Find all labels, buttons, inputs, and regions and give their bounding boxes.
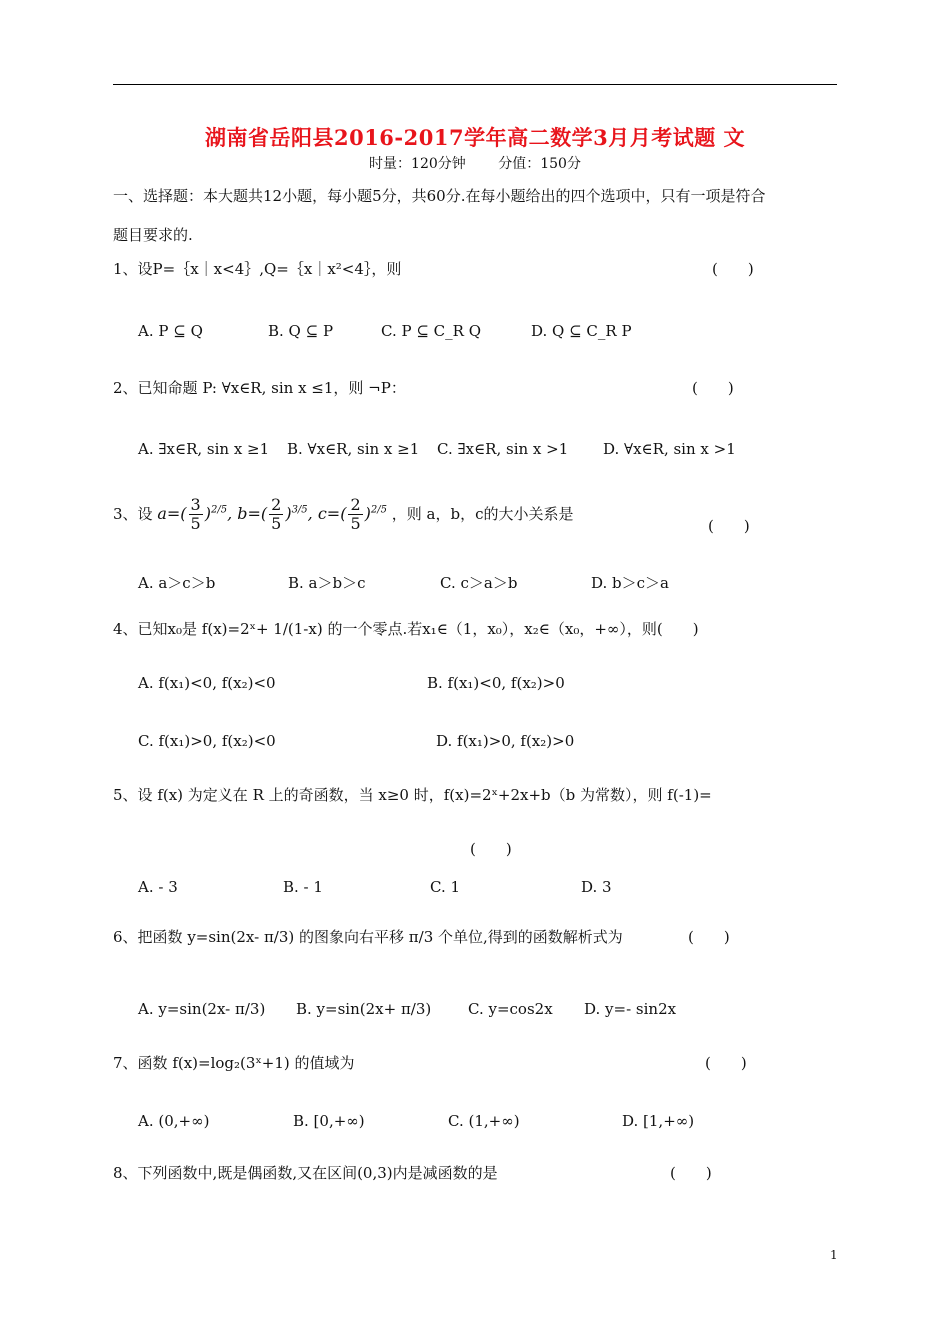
question-5-stem: 设 f(x) 为定义在 R 上的奇函数，当 x≥0 时，f(x)=2ˣ+2x+b（b 为常数），则 f(-1)= <box>137 786 712 804</box>
question-5-option-c: C. 1 <box>430 878 461 896</box>
question-8 <box>113 1162 498 1183</box>
question-5-answer-paren: ( ) <box>470 840 512 858</box>
question-2-number: 2、 <box>113 379 138 397</box>
section-intro-line2: 题目要求的. <box>113 226 193 244</box>
question-8-answer-paren: ( ) <box>670 1164 712 1182</box>
question-4-option-d: D. f(x₁)>0, f(x₂)>0 <box>436 732 575 750</box>
question-1-option-c: C. P ⊆ C_R Q <box>381 322 482 340</box>
question-6-option-d: D. y=- sin2x <box>584 1000 677 1018</box>
question-1-option-a: A. P ⊆ Q <box>138 322 203 340</box>
question-7-option-a: A. (0,+∞) <box>138 1112 210 1130</box>
question-6-answer-paren: ( ) <box>688 928 730 946</box>
question-2 <box>113 377 406 398</box>
question-3-option-c: C. c＞a＞b <box>440 574 518 592</box>
exam-time: 时量：120分钟 <box>369 156 466 172</box>
question-4-stem: 已知x₀是 f(x)=2ˣ+ 1/(1-x) 的一个零点.若x₁∈（1，x₀），x₂∈（x₀，+∞），则( ) <box>137 620 699 638</box>
question-2-stem: 已知命题 P: ∀x∈R, sin x ≤1，则 ¬P： <box>137 379 406 397</box>
question-2-option-a: A. ∃x∈R, sin x ≥1 <box>138 440 270 458</box>
question-8-stem: 下列函数中,既是偶函数,又在区间(0,3)内是减函数的是 <box>137 1164 498 1182</box>
question-6-option-b: B. y=sin(2x+ π/3) <box>296 1000 432 1018</box>
question-7-option-c: C. (1,+∞) <box>448 1112 520 1130</box>
page-title: 湖南省岳阳县2016-2017学年高二数学3月月考试题 文 <box>204 125 746 150</box>
question-1 <box>113 258 401 279</box>
question-4-option-a: A. f(x₁)<0, f(x₂)<0 <box>138 674 276 692</box>
question-2-option-c: C. ∃x∈R, sin x >1 <box>437 440 569 458</box>
question-6-number: 6、 <box>113 928 138 946</box>
question-4 <box>113 618 699 639</box>
question-4-option-b: B. f(x₁)<0, f(x₂)>0 <box>427 674 565 692</box>
question-7-option-b: B. [0,+∞) <box>293 1112 365 1130</box>
question-2-option-d: D. ∀x∈R, sin x >1 <box>603 440 736 458</box>
question-4-number: 4、 <box>113 620 138 638</box>
question-7-option-d: D. [1,+∞) <box>622 1112 695 1130</box>
question-3-stem-suffix: ，则 a，b，c的大小关系是 <box>391 505 574 523</box>
section-intro-line1: 一、选择题：本大题共12小题，每小题5分，共60分.在每小题给出的四个选项中，只有一项是符合 <box>113 187 766 205</box>
page-number: 1 <box>830 1248 838 1262</box>
question-1-stem: 设P=｛x｜x<4｝,Q=｛x｜x²<4｝，则 <box>137 260 402 278</box>
question-6-stem: 把函数 y=sin(2x- π/3) 的图象向右平移 π/3 个单位,得到的函数解析式为 <box>137 928 623 946</box>
question-5-number: 5、 <box>113 786 138 804</box>
question-6 <box>113 926 623 947</box>
question-3-stem-prefix: 设 <box>137 505 153 523</box>
question-8-number: 8、 <box>113 1164 138 1182</box>
exam-meta <box>0 153 950 173</box>
exam-score: 分值：150分 <box>498 156 581 172</box>
question-7 <box>113 1052 355 1073</box>
question-5-option-d: D. 3 <box>581 878 612 896</box>
question-1-answer-paren: ( ) <box>712 260 754 278</box>
question-4-option-c: C. f(x₁)>0, f(x₂)<0 <box>138 732 276 750</box>
question-3-option-b: B. a＞b＞c <box>288 574 366 592</box>
question-1-option-d: D. Q ⊆ C_R P <box>531 322 632 340</box>
question-3-option-d: D. b＞c＞a <box>591 574 669 592</box>
question-7-number: 7、 <box>113 1054 138 1072</box>
question-5 <box>113 784 712 805</box>
question-5-option-a: A. - 3 <box>138 878 178 896</box>
question-2-option-b: B. ∀x∈R, sin x ≥1 <box>287 440 420 458</box>
question-3-answer-paren: ( ) <box>708 517 750 535</box>
question-3 <box>113 496 573 533</box>
header-rule <box>113 84 837 85</box>
question-1-option-b: B. Q ⊆ P <box>268 322 334 340</box>
question-7-answer-paren: ( ) <box>705 1054 747 1072</box>
question-3-number: 3、 <box>113 505 138 523</box>
question-3-option-a: A. a＞c＞b <box>138 574 216 592</box>
question-2-answer-paren: ( ) <box>692 379 734 397</box>
question-6-option-a: A. y=sin(2x- π/3) <box>138 1000 266 1018</box>
question-1-number: 1、 <box>113 260 138 278</box>
question-7-stem: 函数 f(x)=log₂(3ˣ+1) 的值域为 <box>137 1054 355 1072</box>
question-6-option-c: C. y=cos2x <box>468 1000 553 1018</box>
question-5-option-b: B. - 1 <box>283 878 323 896</box>
question-3-formula: a=( $\frac{3}{5}$ )$^{2/5}$, b=( $\frac{2}{5}$ )$^{3/5}$, c=( $\frac{2}{5}$ )$^{2/5}$ <box>157 495 387 533</box>
